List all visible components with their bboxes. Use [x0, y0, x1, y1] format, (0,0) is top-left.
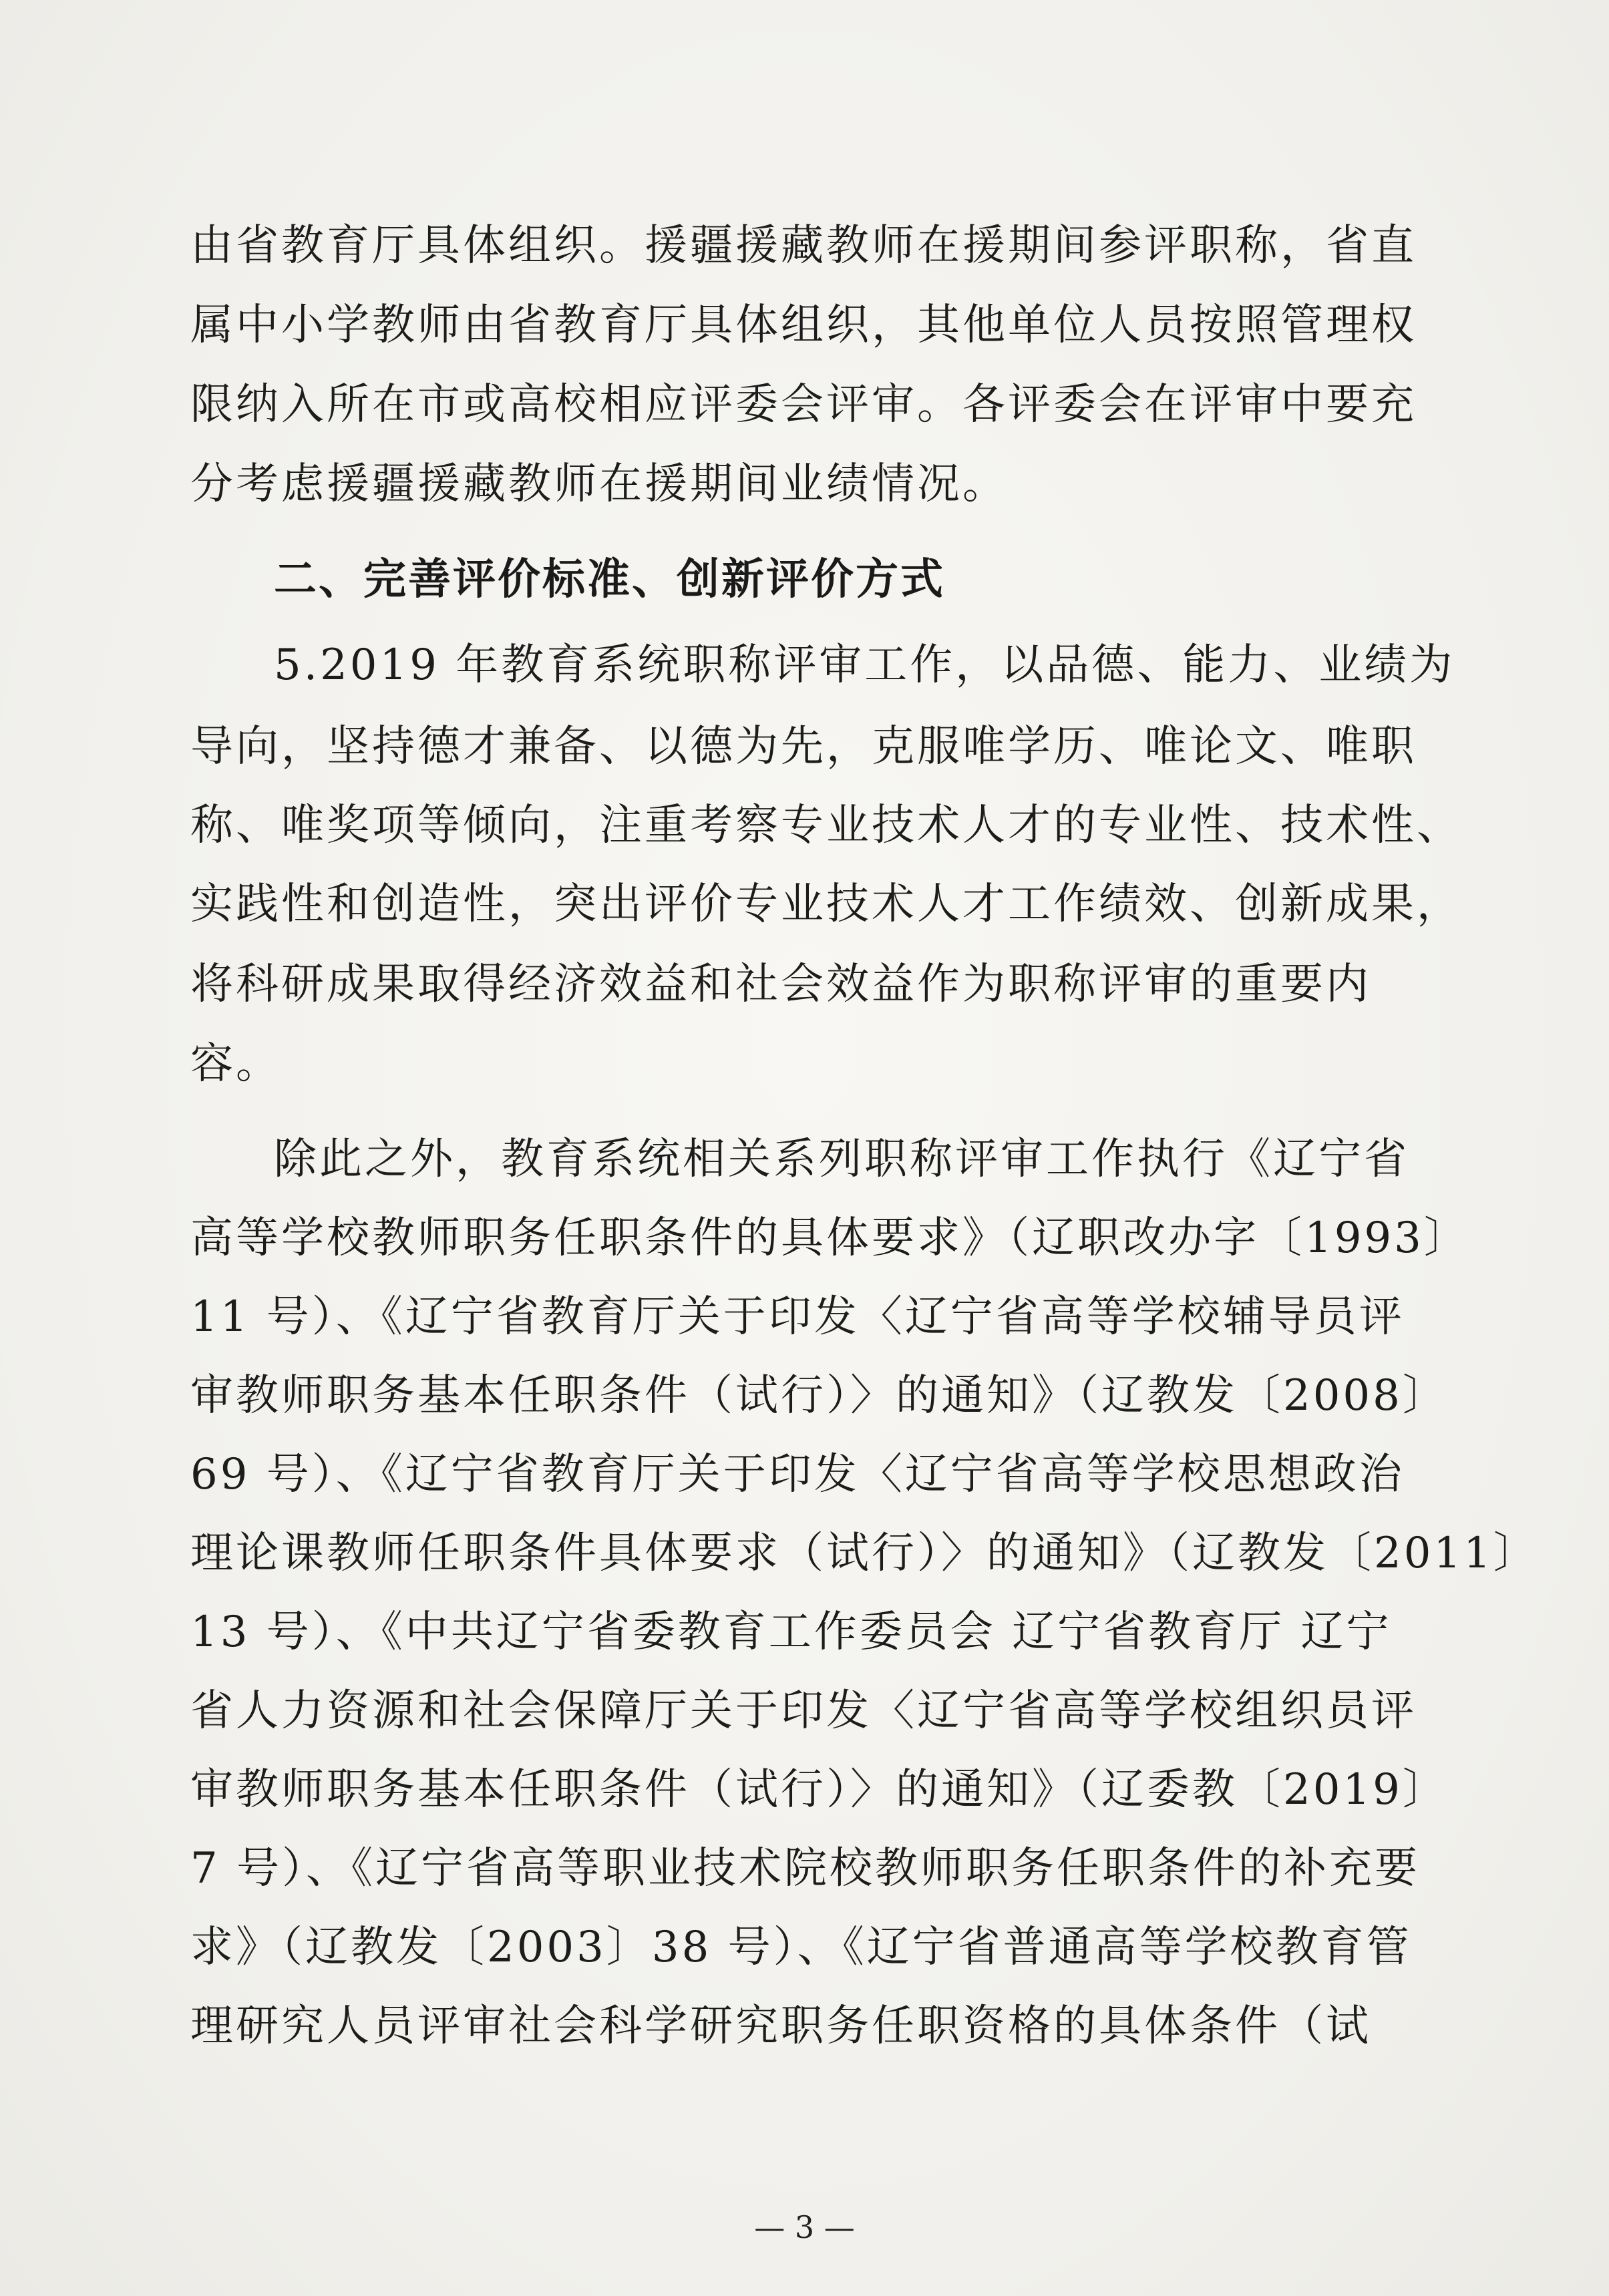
text-line: 限纳入所在市或高校相应评委会评审。各评委会在评审中要充 — [190, 380, 1417, 429]
text-line: 称、唯奖项等倾向，注重考察专业技术人才的专业性、技术性、 — [190, 801, 1462, 850]
text-line: 审教师职务基本任职条件（试行）〉的通知》（辽委教〔2019〕 — [190, 1765, 1448, 1814]
text-line: 7 号）、《辽宁省高等职业技术院校教师职务任职条件的补充要 — [190, 1844, 1421, 1893]
text-line: 导向，坚持德才兼备、以德为先，克服唯学历、唯论文、唯职 — [190, 722, 1417, 771]
text-line: 将科研成果取得经济效益和社会效益作为职称评审的重要内 — [190, 960, 1371, 1009]
text-line: 属中小学教师由省教育厅具体组织，其他单位人员按照管理权 — [190, 301, 1417, 350]
text-line: 13 号）、《中共辽宁省委教育工作委员会 辽宁省教育厅 辽宁 — [190, 1607, 1392, 1657]
page-number: — 3 — — [754, 2209, 855, 2245]
text-line: 理论课教师任职条件具体要求（试行）〉的通知》（辽教发〔2011〕 — [190, 1529, 1539, 1578]
text-line: 容。 — [190, 1039, 281, 1089]
text-line: 高等学校教师职务任职条件的具体要求》（辽职改办字〔1993〕 — [190, 1213, 1469, 1263]
text-line: 69 号）、《辽宁省教育厅关于印发〈辽宁省高等学校思想政治 — [190, 1450, 1405, 1499]
text-line: 由省教育厅具体组织。援疆援藏教师在援期间参评职称，省直 — [190, 221, 1417, 270]
text-line: 求》（辽教发〔2003〕38 号）、《辽宁省普通高等学校教育管 — [190, 1923, 1412, 1972]
text-line: 实践性和创造性，突出评价专业技术人才工作绩效、创新成果， — [190, 880, 1462, 929]
text-line: 理研究人员评审社会科学研究职务任职资格的具体条件（试 — [190, 2001, 1371, 2051]
text-line: 除此之外，教育系统相关系列职称评审工作执行《辽宁省 — [274, 1135, 1409, 1184]
text-line: 省人力资源和社会保障厅关于印发〈辽宁省高等学校组织员评 — [190, 1686, 1417, 1736]
text-line: 11 号）、《辽宁省教育厅关于印发〈辽宁省高等学校辅导员评 — [190, 1292, 1405, 1342]
text-line: 审教师职务基本任职条件（试行）〉的通知》（辽教发〔2008〕 — [190, 1371, 1448, 1420]
text-line: 5.2019 年教育系统职称评审工作，以品德、能力、业绩为 — [274, 640, 1455, 690]
text-line: 分考虑援疆援藏教师在援期间业绩情况。 — [190, 459, 1008, 509]
section-heading: 二、完善评价标准、创新评价方式 — [274, 555, 945, 604]
